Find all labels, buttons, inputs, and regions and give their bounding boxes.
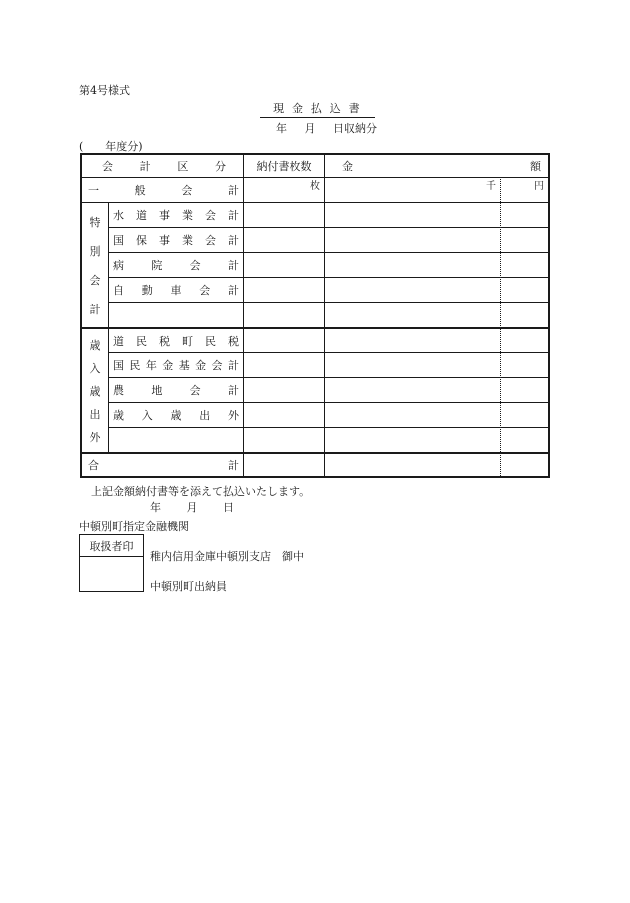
outside-budget-group-label: 歳 入 歳 出 外	[89, 338, 101, 444]
handler-stamp-label: 取扱者印	[80, 535, 143, 557]
outside-budget-row: 農 地 会 計	[113, 384, 239, 397]
special-account-row: 自 動 車 会 計	[113, 284, 239, 297]
receipt-date-line: 年 月 日収納分	[276, 122, 377, 135]
outside-budget-row: 歳 入 歳 出 外	[113, 409, 239, 422]
special-account-row: 国 保 事 業 会 計	[113, 234, 239, 247]
unit-count-label: 枚	[310, 180, 320, 191]
special-account-row	[109, 303, 243, 327]
general-account-label: 一 般 会 計	[88, 183, 239, 197]
header-category: 会 計 区 分	[102, 160, 226, 173]
outside-budget-row	[109, 428, 243, 452]
total-label: 合 計	[88, 459, 239, 472]
header-slip-count: 納付書枚数	[256, 160, 312, 173]
treasurer-label: 中頓別町出納員	[150, 580, 227, 593]
special-account-row: 水 道 事 業 会 計	[113, 209, 239, 222]
outside-budget-row: 国 民 年 金 基 金 会 計	[113, 359, 239, 372]
handler-stamp-box	[79, 534, 144, 592]
form-number: 第4号様式	[79, 84, 130, 97]
payment-table	[80, 153, 550, 478]
unit-thousand-label: 千	[486, 180, 496, 191]
document-title: 現 金 払 込 書	[260, 100, 375, 118]
signature-date: 年 月 日	[150, 501, 234, 514]
closing-statement: 上記金額納付書等を添えて払込いたします。	[91, 485, 311, 498]
special-accounts-group-label: 特 別 会 計	[89, 215, 101, 316]
bank-addressee: 稚内信用金庫中頓別支店 御中	[150, 550, 304, 563]
designated-bank-label: 中頓別町指定金融機関	[79, 520, 189, 533]
outside-budget-row: 道 民 税 町 民 税	[113, 334, 239, 348]
special-account-row: 病 院 会 計	[113, 259, 239, 272]
header-amount-right: 額	[530, 160, 541, 173]
fiscal-year-field: ( 年度分)	[79, 140, 143, 153]
header-amount-left: 金	[342, 160, 353, 173]
unit-yen-label: 円	[534, 180, 544, 191]
